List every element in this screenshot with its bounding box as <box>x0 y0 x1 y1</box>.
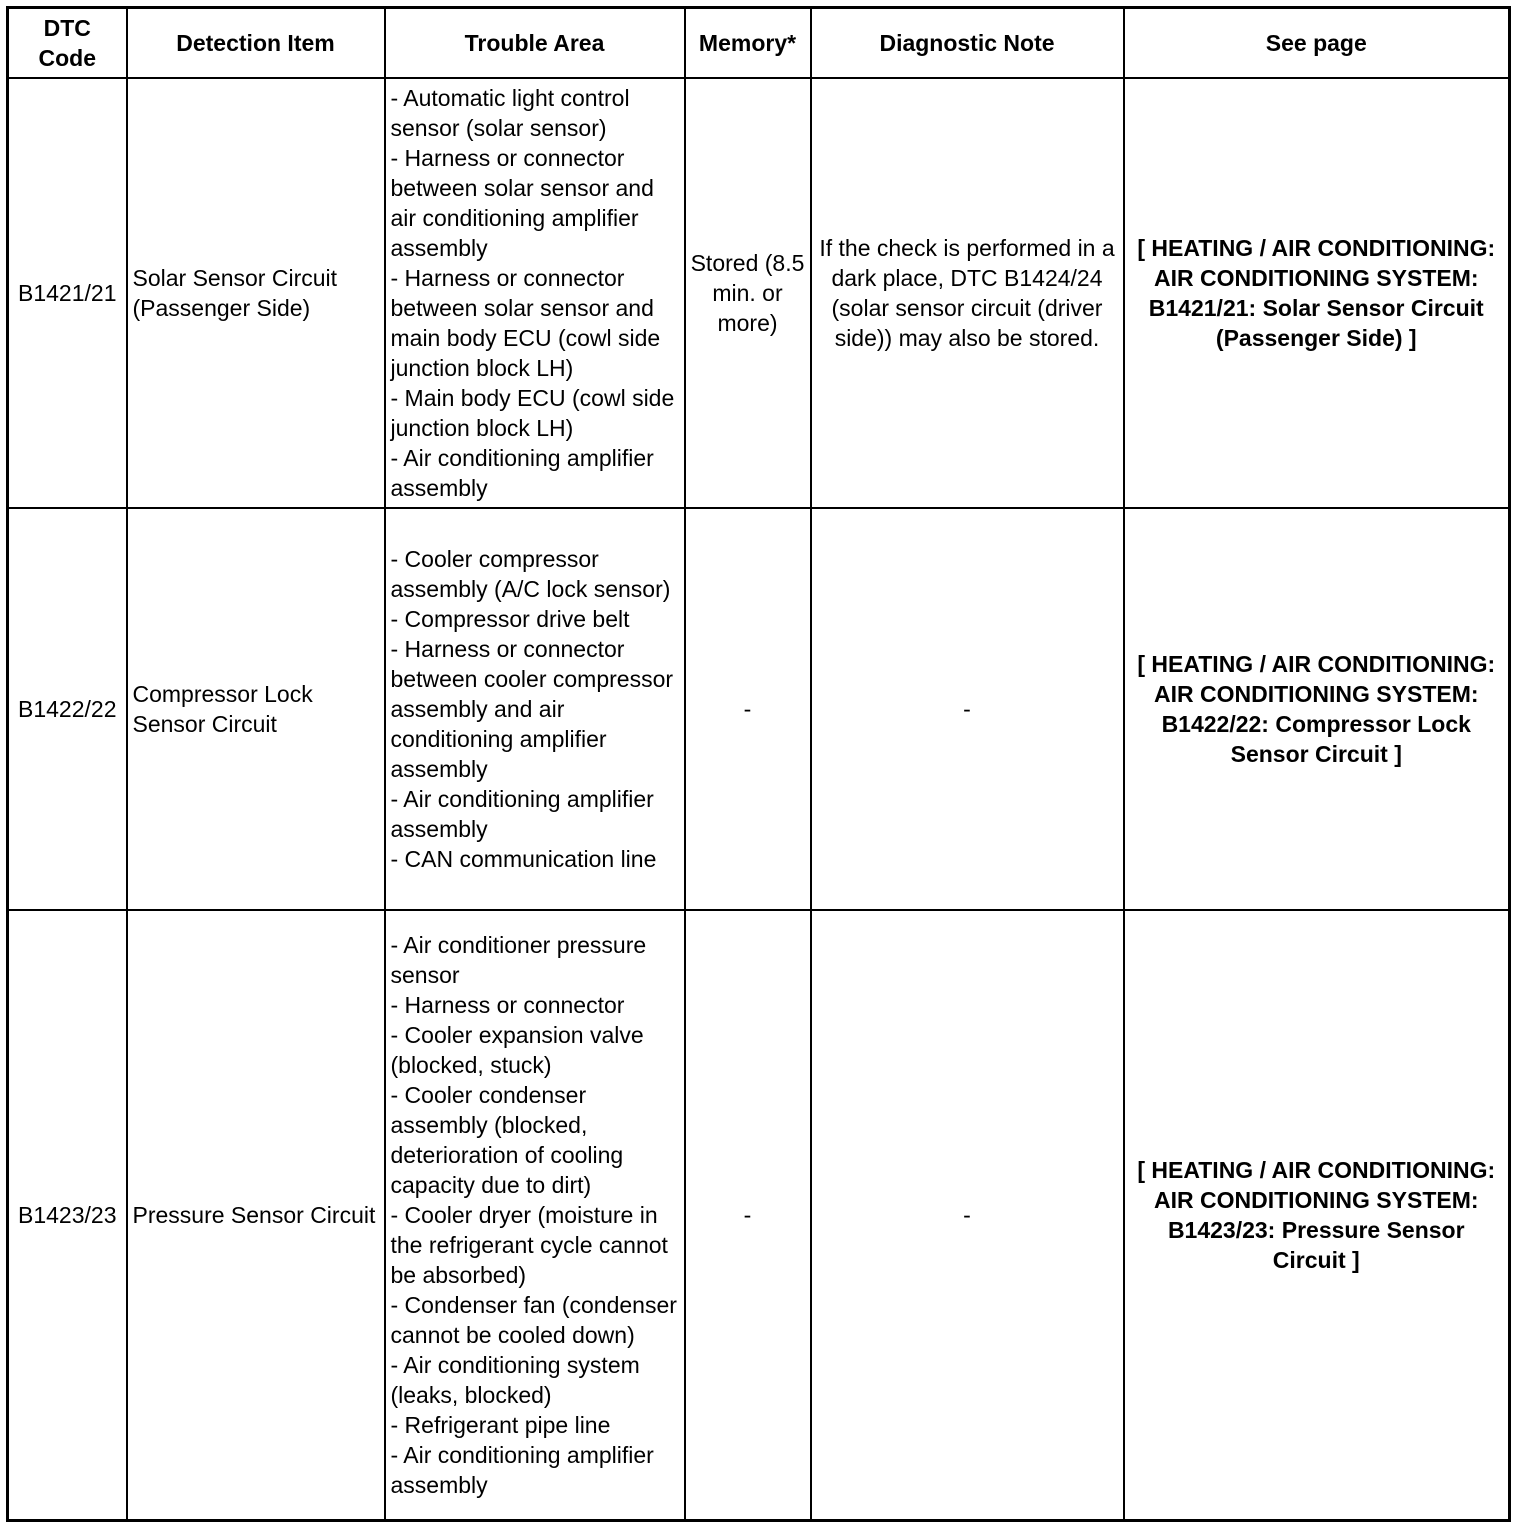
table-row <box>8 910 1510 1521</box>
dtc-table <box>6 6 1511 1522</box>
trouble-area-line: - Refrigerant pipe line <box>390 1412 611 1438</box>
table-row <box>8 78 1510 508</box>
trouble-area-cell <box>385 508 685 910</box>
trouble-area-line: - Harness or connector between cooler compressor assembly and air conditioning amplifier assembly <box>390 636 674 782</box>
table-row <box>8 508 1510 910</box>
detection-item-cell: Solar Sensor Circuit (Passenger Side) <box>127 78 385 508</box>
see-page-cell: [ HEATING / AIR CONDITIONING: AIR CONDITIONING SYSTEM: B1423/23: Pressure Sensor Circuit ] <box>1124 910 1510 1521</box>
trouble-area-line: - Automatic light control sensor (solar sensor) <box>390 85 630 141</box>
trouble-area-line: - Cooler condenser assembly (blocked, deterioration of cooling capacity due to dirt) <box>390 1082 624 1198</box>
diagnostic-note-cell: - <box>811 508 1124 910</box>
memory-cell: - <box>685 508 811 910</box>
diagnostic-note-cell: If the check is performed in a dark place, DTC B1424/24 (solar sensor circuit (driver side)) may also be stored. <box>811 78 1124 508</box>
trouble-area-line: - Harness or connector between solar sensor and main body ECU (cowl side junction block LH) <box>390 265 661 381</box>
header-see-page: See page <box>1124 8 1510 79</box>
trouble-area-line: - Air conditioning amplifier assembly <box>390 786 654 842</box>
dtc-code-cell: B1422/22 <box>8 508 127 910</box>
trouble-area-line: - Harness or connector between solar sensor and air conditioning amplifier assembly <box>390 145 654 261</box>
see-page-cell: [ HEATING / AIR CONDITIONING: AIR CONDITIONING SYSTEM: B1422/22: Compressor Lock Sensor Circuit ] <box>1124 508 1510 910</box>
header-memory: Memory* <box>685 8 811 79</box>
trouble-area-line: - Condenser fan (condenser cannot be cooled down) <box>390 1292 677 1348</box>
trouble-area-line: - CAN communication line <box>390 846 657 872</box>
trouble-area-line: - Air conditioning amplifier assembly <box>390 1442 654 1498</box>
trouble-area-cell <box>385 78 685 508</box>
header-detection-item: Detection Item <box>127 8 385 79</box>
header-dtc-code: DTC Code <box>8 8 127 79</box>
header-row <box>8 8 1510 79</box>
trouble-area-line: - Air conditioning system (leaks, blocked) <box>390 1352 640 1408</box>
detection-item-cell: Pressure Sensor Circuit <box>127 910 385 1521</box>
trouble-area-line: - Cooler compressor assembly (A/C lock sensor) <box>390 546 671 602</box>
detection-item-cell: Compressor Lock Sensor Circuit <box>127 508 385 910</box>
trouble-area-line: - Compressor drive belt <box>390 606 630 632</box>
trouble-area-line: - Main body ECU (cowl side junction block LH) <box>390 385 675 441</box>
trouble-area-line: - Cooler expansion valve (blocked, stuck) <box>390 1022 644 1078</box>
header-diagnostic-note: Diagnostic Note <box>811 8 1124 79</box>
dtc-code-cell: B1421/21 <box>8 78 127 508</box>
memory-cell: - <box>685 910 811 1521</box>
dtc-code-cell: B1423/23 <box>8 910 127 1521</box>
trouble-area-cell <box>385 910 685 1521</box>
see-page-cell: [ HEATING / AIR CONDITIONING: AIR CONDITIONING SYSTEM: B1421/21: Solar Sensor Circuit (Passenger Side) ] <box>1124 78 1510 508</box>
header-trouble-area: Trouble Area <box>385 8 685 79</box>
trouble-area-line: - Cooler dryer (moisture in the refrigerant cycle cannot be absorbed) <box>390 1202 668 1288</box>
trouble-area-line: - Air conditioning amplifier assembly <box>390 445 654 501</box>
trouble-area-line: - Air conditioner pressure sensor <box>390 932 647 988</box>
diagnostic-note-cell: - <box>811 910 1124 1521</box>
trouble-area-line: - Harness or connector <box>390 992 625 1018</box>
memory-cell: Stored (8.5 min. or more) <box>685 78 811 508</box>
